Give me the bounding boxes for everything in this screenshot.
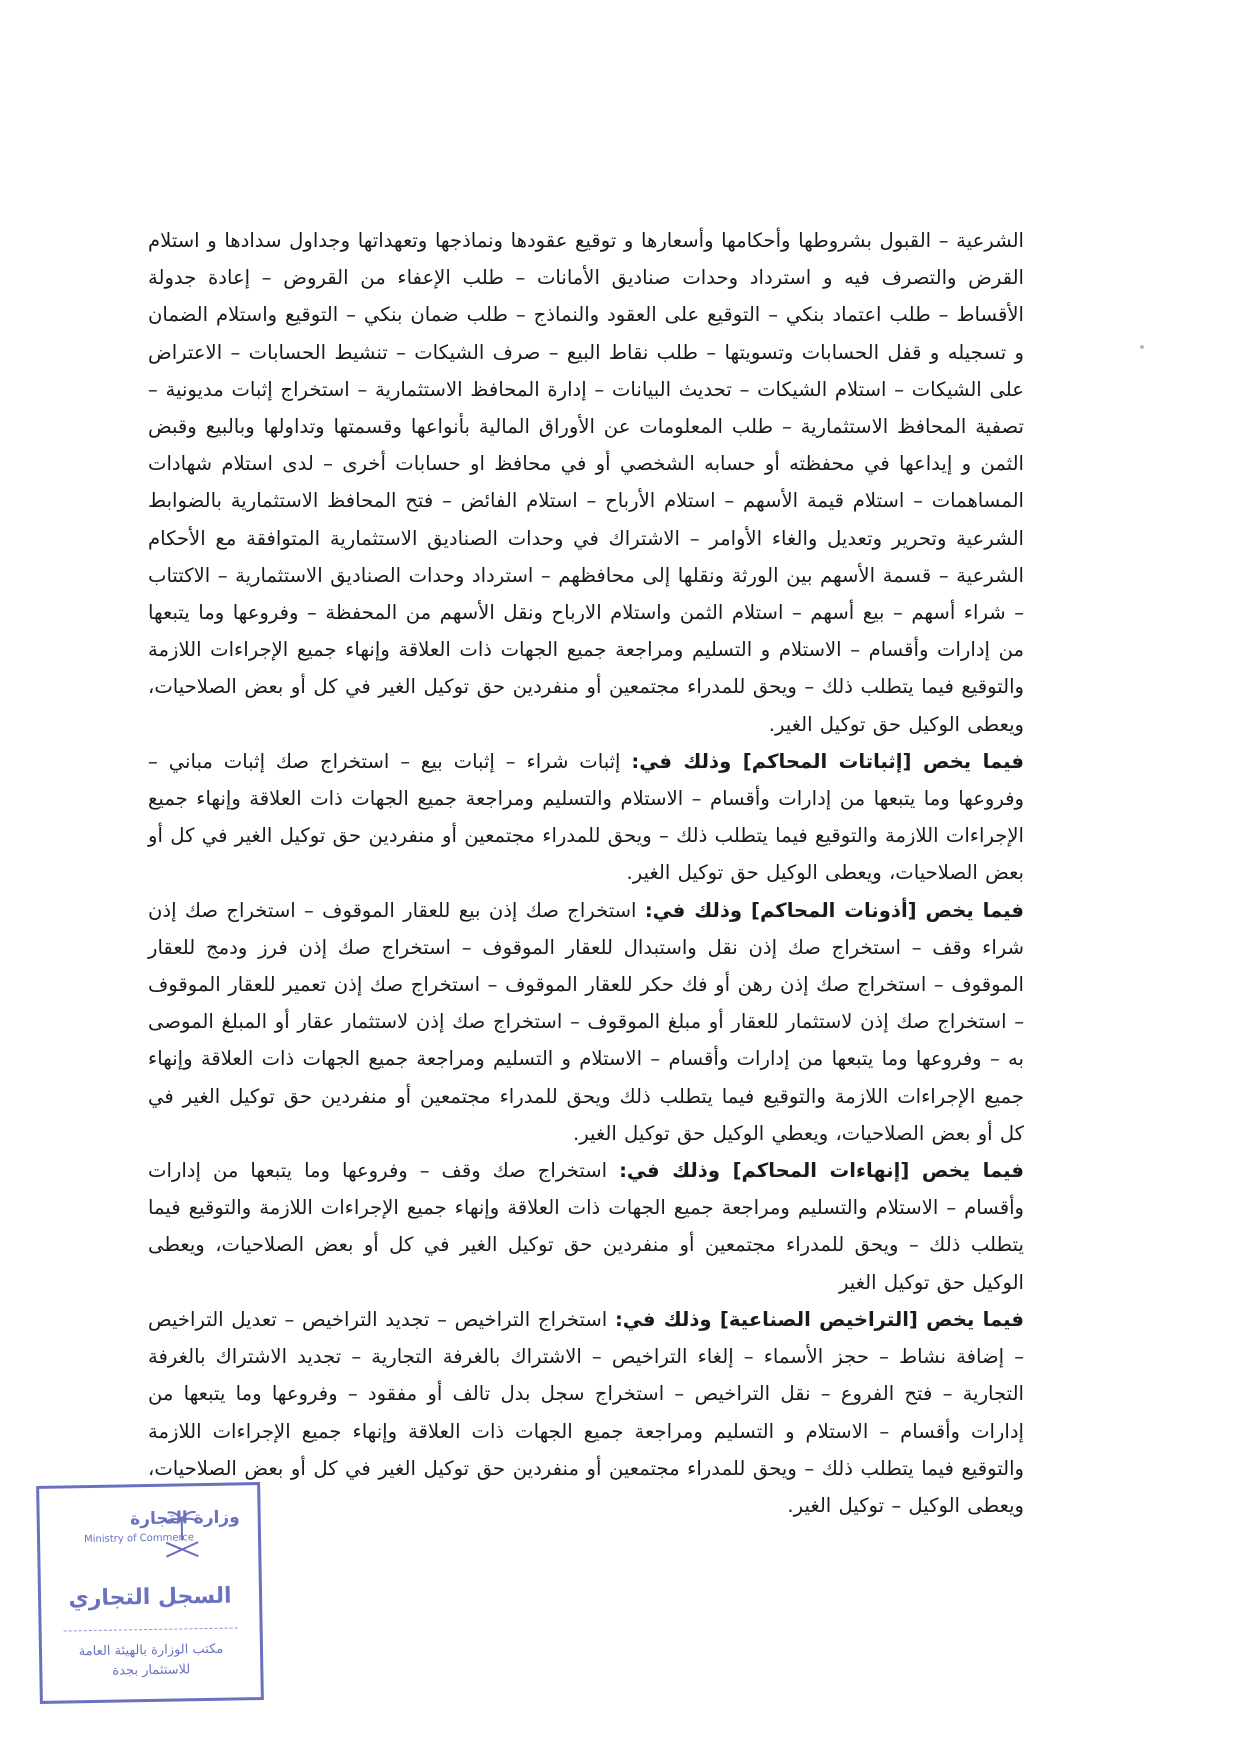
margin-mark (1140, 345, 1144, 349)
section-lead: فيما يخص [التراخيص الصناعية] وذلك في: (614, 1307, 1025, 1331)
section-body: استخراج صك إذن بيع للعقار الموقوف – استخراج صك إذن شراء وقف – استخراج صك إذن نقل واستبدال للعقار الموقوف – استخراج صك إذن فرز ودمج للعقار الموقوف – استخراج صك إذن رهن أو فك حكر للعقار الموقوف – استخراج صك إذن تعمير للعقار الموقوف – استخراج صك إذن لاستثمار للعقار أو مبلغ الموقوف – استخراج صك إذن لاستثمار عقار أو المبلغ الموصى به – وفروعها وما يتبعها من إدارات وأقسام – الاستلام و التسليم ومراجعة جميع الجهات ذات العلاقة وإنهاء جميع الإجراءات اللازمة والتوقيع فيما يتطلب ذلك ويحق للمدراء مجتمعين أو منفردين حق توكيل الغير في كل أو بعض الصلاحيات، ويعطي الوكيل حق توكيل الغير. (148, 898, 1024, 1145)
section-lead: فيما يخص [أذونات المحاكم] وذلك في: (644, 898, 1024, 922)
section-industrial-licenses (148, 1301, 1024, 1524)
stamp-office-text: مكتب الوزارة بالهيئة العامة للاستثمار بجدة (78, 1641, 224, 1679)
document-body (148, 222, 1024, 1524)
section-lead: فيما يخص [إثباتات المحاكم] وذلك في: (631, 749, 1024, 773)
stamp-divider (64, 1627, 238, 1631)
stamp-ministry-en: Ministry of Commerce (83, 1532, 195, 1546)
section-body: إثبات شراء – إثبات بيع – استخراج صك إثبات مباني – وفروعها وما يتبعها من إدارات وأقسام – الاستلام والتسليم ومراجعة جميع الجهات ذات العلاقة وإنهاء جميع الإجراءات اللازمة والتوقيع فيما يتطلب ذلك – ويحق للمدراء مجتمعين أو منفردين حق توكيل الغير في كل أو بعض الصلاحيات، ويعطى الوكيل حق توكيل الغير. (148, 749, 1024, 885)
section-lead: فيما يخص [إنهاءات المحاكم] وذلك في: (619, 1159, 1024, 1183)
section-body: استخراج التراخيص – تجديد التراخيص – تعديل التراخيص – إضافة نشاط – حجز الأسماء – إلغاء التراخيص – الاشتراك بالغرفة التجارية – تجديد الاشتراك بالغرفة التجارية – فتح الفروع – نقل التراخيص – استخراج سجل بدل تالف أو مفقود – وفروعها وما يتبعها من إدارات وأقسام – الاستلام و التسليم ومراجعة جميع الجهات ذات العلاقة وإنهاء جميع الإجراءات اللازمة والتوقيع فيما يتطلب ذلك – ويحق للمدراء مجتمعين أو منفردين حق توكيل الغير في كل أو بعض الصلاحيات، ويعطى الوكيل – توكيل الغير. (148, 1307, 1024, 1517)
stamp-registry-title: السجل التجاري (68, 1583, 232, 1612)
section-court-terminations (148, 1152, 1024, 1301)
section-body: استخراج صك وقف – وفروعها وما يتبعها من إدارات وأقسام – الاستلام والتسليم ومراجعة جميع الجهات ذات العلاقة وإنهاء جميع الإجراءات اللازمة والتوقيع فيما يتطلب ذلك – ويحق للمدراء مجتمعين أو منفردين حق توكيل الغير في كل أو بعض الصلاحيات، ويعطى الوكيل حق توكيل الغير (148, 1159, 1024, 1294)
section-court-permits (148, 892, 1024, 1152)
ministry-stamp (36, 1482, 264, 1704)
intro-paragraph: الشرعية – القبول بشروطها وأحكامها وأسعارها و توقيع عقودها ونماذجها وتعهداتها وجداول سدادها و استلام القرض والتصرف فيه و استرداد وحدات صناديق الأمانات – طلب الإعفاء من القروض – إعادة جدولة الأقساط – طلب اعتماد بنكي – التوقيع على العقود والنماذج – طلب ضمان بنكي – التوقيع واستلام الضمان و تسجيله و قفل الحسابات وتسويتها – طلب نقاط البيع – صرف الشيكات – تنشيط الحسابات – الاعتراض على الشيكات – استلام الشيكات – تحديث البيانات – إدارة المحافظ الاستثمارية – استخراج إثبات مديونية – تصفية المحافظ الاستثمارية – طلب المعلومات عن الأوراق المالية بأنواعها وقسمتها وتداولها وبالبيع وقبض الثمن و إيداعها في محفظته أو حسابه الشخصي أو في محافظ او حسابات أخرى – لدى استلام شهادات المساهمات – استلام قيمة الأسهم – استلام الأرباح – استلام الفائض – فتح المحافظ الاستثمارية بالضوابط الشرعية وتحرير وتعديل والغاء الأوامر – الاشتراك في وحدات الصناديق الاستثمارية المتوافقة مع الأحكام الشرعية – قسمة الأسهم بين الورثة ونقلها إلى محافظهم – استرداد وحدات الصناديق الاستثمارية – الاكتتاب – شراء أسهم – بيع أسهم – استلام الثمن واستلام الارباح ونقل الأسهم من المحفظة – وفروعها وما يتبعها من إدارات وأقسام – الاستلام و التسليم ومراجعة جميع الجهات ذات العلاقة وإنهاء جميع الإجراءات اللازمة والتوقيع فيما يتطلب ذلك – ويحق للمدراء مجتمعين أو منفردين حق توكيل الغير في كل أو بعض الصلاحيات، ويعطى الوكيل حق توكيل الغير. (148, 229, 1024, 736)
section-court-proofs (148, 743, 1024, 892)
stamp-ministry-ar: وزارة التجارة (130, 1507, 240, 1530)
